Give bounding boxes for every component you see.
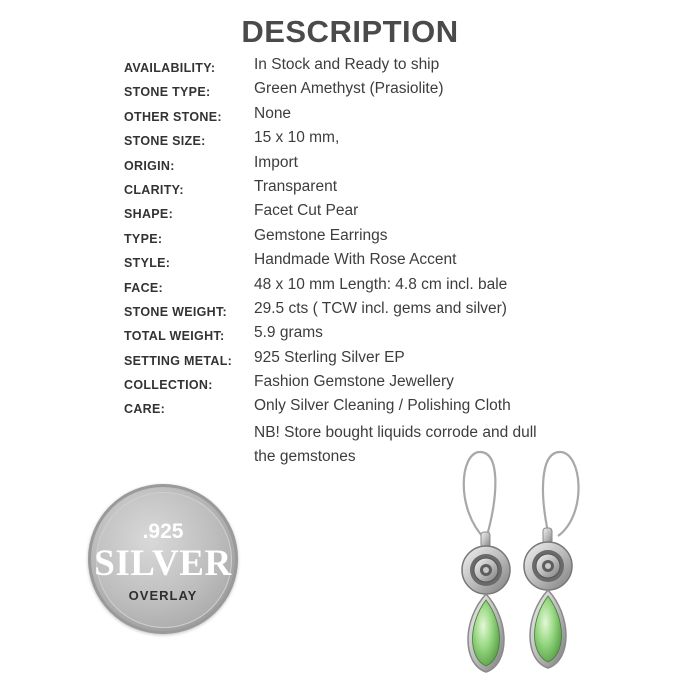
spec-value: In Stock and Ready to ship [254,56,440,73]
spec-label: STYLE: [124,256,171,271]
spec-value: Only Silver Cleaning / Polishing Cloth [254,397,511,415]
badge-overlay: OVERLAY [128,588,198,603]
spec-label: COLLECTION: [124,378,213,393]
spec-row-setting-metal [124,348,684,372]
earrings-product-image [440,444,590,680]
spec-row-collection [124,372,684,396]
spec-label: AVAILABILITY: [124,61,216,75]
spec-row-care [124,396,684,420]
spec-label: OTHER STONE: [124,109,222,124]
badge-silver: SILVER [94,543,232,584]
spec-value: Facet Cut Pear [254,202,359,220]
silver-overlay-badge [88,484,238,634]
spec-label: STONE WEIGHT: [124,304,227,319]
spec-label: STONE TYPE: [124,85,211,100]
spec-row-shape [124,201,684,225]
spec-value: Import [254,153,298,171]
spec-table [124,55,684,421]
spec-value: 48 x 10 mm Length: 4.8 cm incl. bale [254,275,508,293]
spec-row-clarity [124,177,684,201]
spec-label: SETTING METAL: [124,353,233,368]
spec-value: 15 x 10 mm, [254,129,340,147]
earrings-illustration [440,444,590,680]
spec-row-other-stone [124,104,684,128]
spec-value: Transparent [254,177,337,195]
spec-label: TYPE: [124,231,163,246]
badge-purity: .925 [142,520,184,543]
spec-row-stone-type [124,79,684,103]
spec-row-origin [124,153,684,177]
spec-row-stone-size [124,128,684,152]
spec-label: CARE: [124,402,166,417]
care-note-line-2: the gemstones [254,448,356,465]
page-title: DESCRIPTION [241,14,459,49]
spec-value: 5.9 grams [254,324,323,342]
spec-label: TOTAL WEIGHT: [124,329,225,344]
spec-value: Fashion Gemstone Jewellery [254,373,454,391]
spec-value: Gemstone Earrings [254,226,388,244]
spec-value: None [254,104,292,122]
spec-label: STONE SIZE: [124,134,206,149]
spec-value: Green Amethyst (Prasiolite) [254,80,444,98]
spec-value: Handmade With Rose Accent [254,251,457,269]
spec-value: 29.5 cts ( TCW incl. gems and silver) [254,299,507,317]
left-earring [462,452,510,672]
spec-value: 925 Sterling Silver EP [254,348,405,366]
spec-row-face [124,275,684,299]
spec-label: CLARITY: [124,182,184,197]
spec-label: FACE: [124,280,163,295]
care-note-line-1: NB! Store bought liquids corrode and dull [254,424,537,441]
spec-row-type [124,226,684,250]
spec-label: SHAPE: [124,207,174,222]
right-earring [524,452,579,668]
spec-row-stone-weight [124,299,684,323]
spec-row-availability [124,55,684,79]
spec-row-total-weight [124,323,684,347]
spec-label: ORIGIN: [124,158,175,173]
spec-row-style [124,250,684,274]
